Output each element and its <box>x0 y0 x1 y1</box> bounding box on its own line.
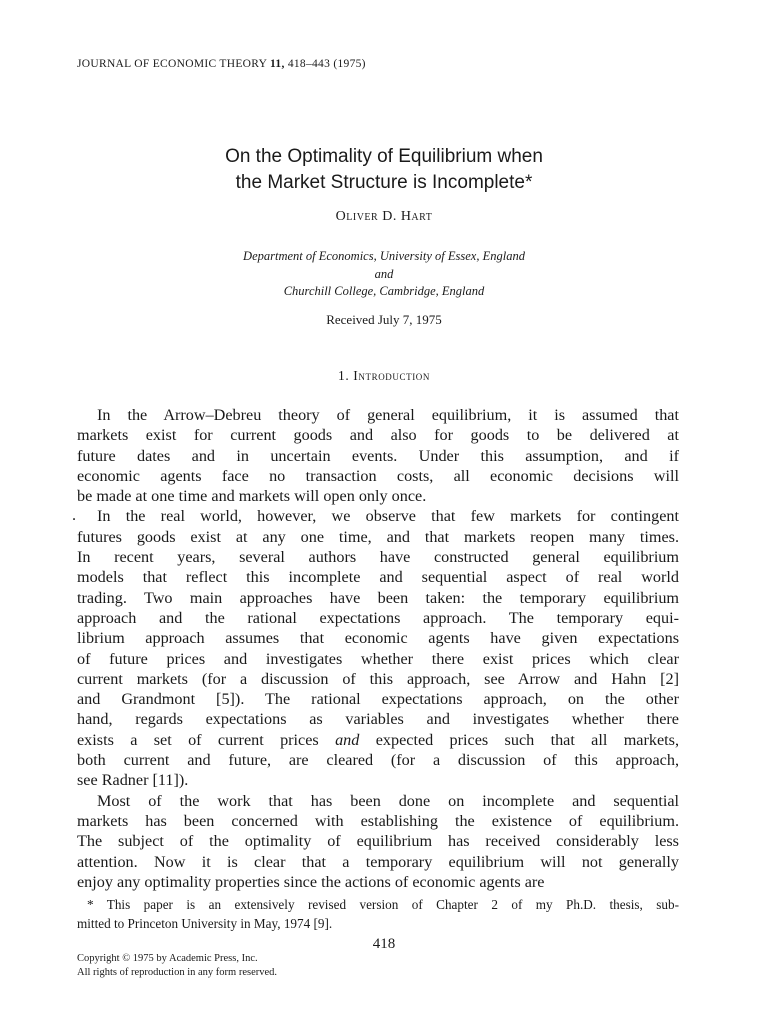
text-line: be made at one time and markets will open only once. <box>77 487 427 506</box>
page-range: 418–443 (1975) <box>287 58 366 70</box>
text-line: both current and future, are cleared (for a discussion of this approach, <box>77 751 679 770</box>
text-line: markets has been concerned with establishing the existence of equilibrium. <box>77 811 679 830</box>
copyright-line-2: All rights of reproduction in any form reserved. <box>77 966 278 978</box>
running-header <box>77 58 366 70</box>
text-line: exists a set of current prices and expected prices such that all markets, <box>77 730 679 749</box>
volume-number: 11, <box>269 58 285 70</box>
stray-mark: . <box>72 506 77 524</box>
affiliation-line-2: and <box>374 266 394 281</box>
footnote-line: mitted to Princeton University in May, 1974 [9]. <box>77 915 333 931</box>
paragraph <box>77 506 679 790</box>
journal-name: JOURNAL OF ECONOMIC THEORY <box>77 58 267 70</box>
text-line: of future prices and investigates whether there exist prices which clear <box>77 649 679 668</box>
text-line: future dates and in uncertain events. Under this assumption, and if <box>77 446 679 465</box>
copyright-notice <box>77 952 277 979</box>
text-line: librium approach assumes that economic agents have given expectations <box>77 629 679 648</box>
text-line: hand, regards expectations as variables and investigates whether there <box>77 710 679 729</box>
section-heading: 1. Introduction <box>338 368 430 383</box>
affiliation-line-1: Department of Economics, University of Essex, England <box>243 249 525 263</box>
author-name: Oliver D. Hart <box>335 209 433 224</box>
page-number: 418 <box>372 936 396 952</box>
footnote <box>77 896 679 933</box>
text-line: approach and the rational expectations approach. The temporary equi- <box>77 608 679 627</box>
text-line: In the Arrow–Debreu theory of general equilibrium, it is assumed that <box>97 406 679 424</box>
text-line: attention. Now it is clear that a temporary equilibrium will not generally <box>77 852 679 871</box>
text-line: models that reflect this incomplete and sequential aspect of real world <box>77 568 679 587</box>
text-line: enjoy any optimality properties since the actions of economic agents are <box>77 872 545 891</box>
text-line: Most of the work that has been done on incomplete and sequential <box>97 791 679 810</box>
paper-title <box>0 144 768 196</box>
copyright-line-1: Copyright © 1975 by Academic Press, Inc. <box>77 953 258 964</box>
text-line: futures goods exist at any one time, and that markets reopen many times. <box>77 527 679 546</box>
footnote-line: * This paper is an extensively revised version of Chapter 2 of my Ph.D. thesis, sub- <box>87 897 679 912</box>
text-line: current markets (for a discussion of this approach, see Arrow and Hahn [2] <box>77 669 679 688</box>
text-line: economic agents face no transaction costs, all economic decisions will <box>77 466 679 485</box>
text-line: see Radner [11]). <box>77 771 189 790</box>
affiliation-line-3: Churchill College, Cambridge, England <box>283 284 485 298</box>
text-line: trading. Two main approaches have been taken: the temporary equilibrium <box>77 588 679 607</box>
text-line: In recent years, several authors have constructed general equilibrium <box>77 548 679 567</box>
affiliation <box>0 248 768 301</box>
received-date: Received July 7, 1975 <box>326 312 442 327</box>
text-line: In the real world, however, we observe that few markets for contingent <box>97 507 679 526</box>
text-line: The subject of the optimality of equilibrium has received considerably less <box>77 832 679 851</box>
title-line-2: the Market Structure is Incomplete* <box>235 172 533 193</box>
paragraph <box>77 405 679 506</box>
body-text <box>72 405 679 892</box>
paragraph <box>77 791 679 892</box>
text-line: and Grandmont [5]). The rational expectations approach, on the other <box>77 690 679 709</box>
title-line-1: On the Optimality of Equilibrium when <box>225 146 543 167</box>
text-line: markets exist for current goods and also for goods to be delivered at <box>77 426 679 445</box>
